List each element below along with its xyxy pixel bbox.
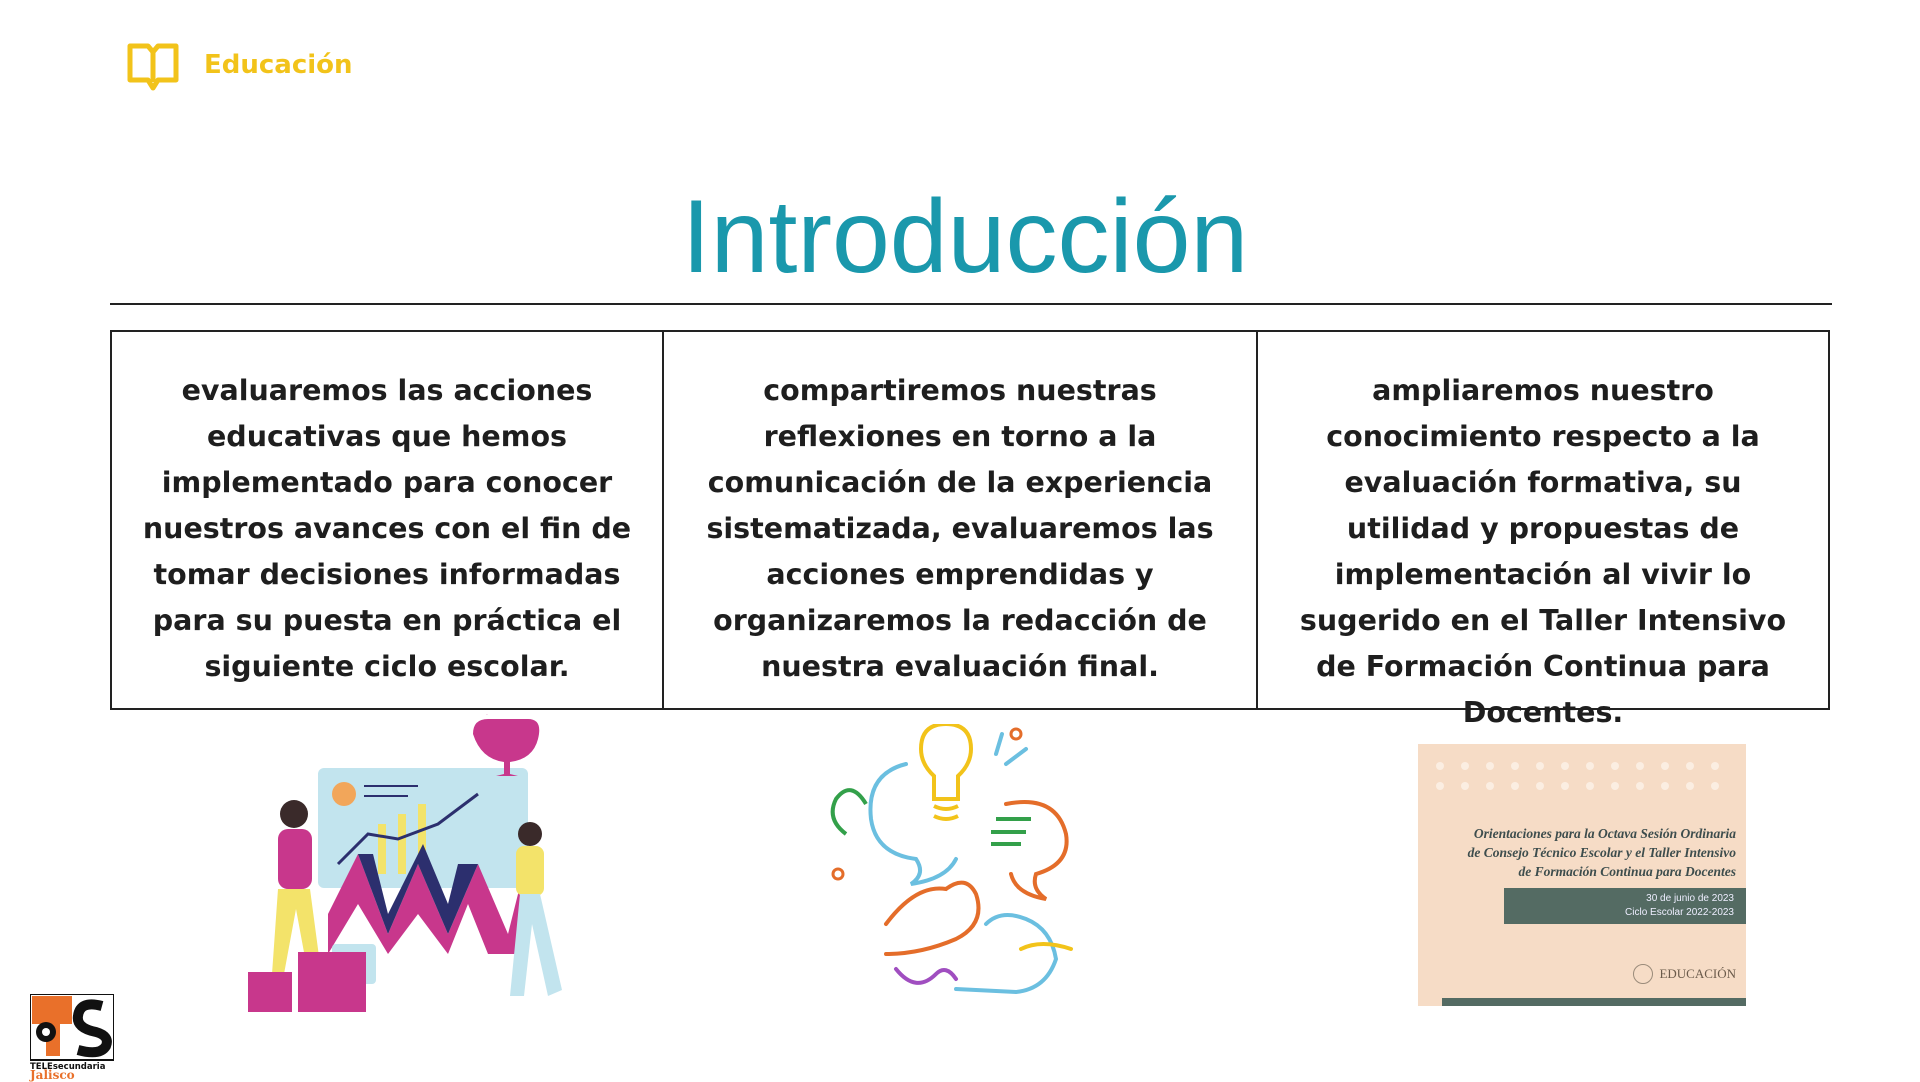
header-logo	[126, 38, 353, 92]
cover-title-line-3: de Formación Continua para Docentes	[1518, 864, 1736, 879]
cover-cycle: Ciclo Escolar 2022-2023	[1625, 907, 1734, 918]
teamwork-trophy-illustration	[248, 714, 588, 1014]
objectives-table	[110, 330, 1830, 729]
page-title: Introducción	[681, 179, 1249, 295]
objective-1-text: evaluaremos las acciones educativas que hemos implementado para conocer nuestros avances con el fin de tomar decisiones informadas para su puesta en práctica el siguiente ciclo escolar.	[112, 332, 664, 708]
objective-2-text: compartiremos nuestras reflexiones en torno a la comunicación de la experiencia sistematizada, evaluaremos las acciones emprendidas y organizaremos la redacción de nuestra evaluación final.	[664, 332, 1258, 708]
open-book-icon	[126, 38, 180, 92]
cover-title-line-2: de Consejo Técnico Escolar y el Taller Intensivo	[1467, 845, 1736, 860]
cover-footer-bar	[1442, 998, 1746, 1006]
logo-label-telesecundaria: TELEsecundaria	[30, 1062, 106, 1072]
cover-seal	[1633, 964, 1736, 984]
ideas-collaboration-illustration	[826, 724, 1116, 1004]
cover-title	[1418, 824, 1736, 881]
brand-label: Educación	[204, 50, 353, 80]
cover-title-line-1: Orientaciones para la Octava Sesión Ordinaria	[1473, 826, 1736, 841]
seal-icon	[1633, 964, 1653, 984]
cover-date: 30 de junio de 2023	[1646, 893, 1734, 904]
cover-seal-label: EDUCACIÓN	[1659, 966, 1736, 981]
cover-date-band	[1504, 888, 1746, 924]
document-cover-thumbnail	[1418, 744, 1746, 1006]
logo-label-jalisco: Jalisco	[30, 1068, 75, 1082]
title-divider	[110, 303, 1832, 305]
objective-3-text: ampliaremos nuestro conocimiento respecto a la evaluación formativa, su utilidad y propuestas de implementación al vivir lo sugerido en el Taller Intensivo de Formación Continua para Docentes.	[1299, 374, 1787, 729]
cover-dot-pattern	[1436, 762, 1736, 790]
